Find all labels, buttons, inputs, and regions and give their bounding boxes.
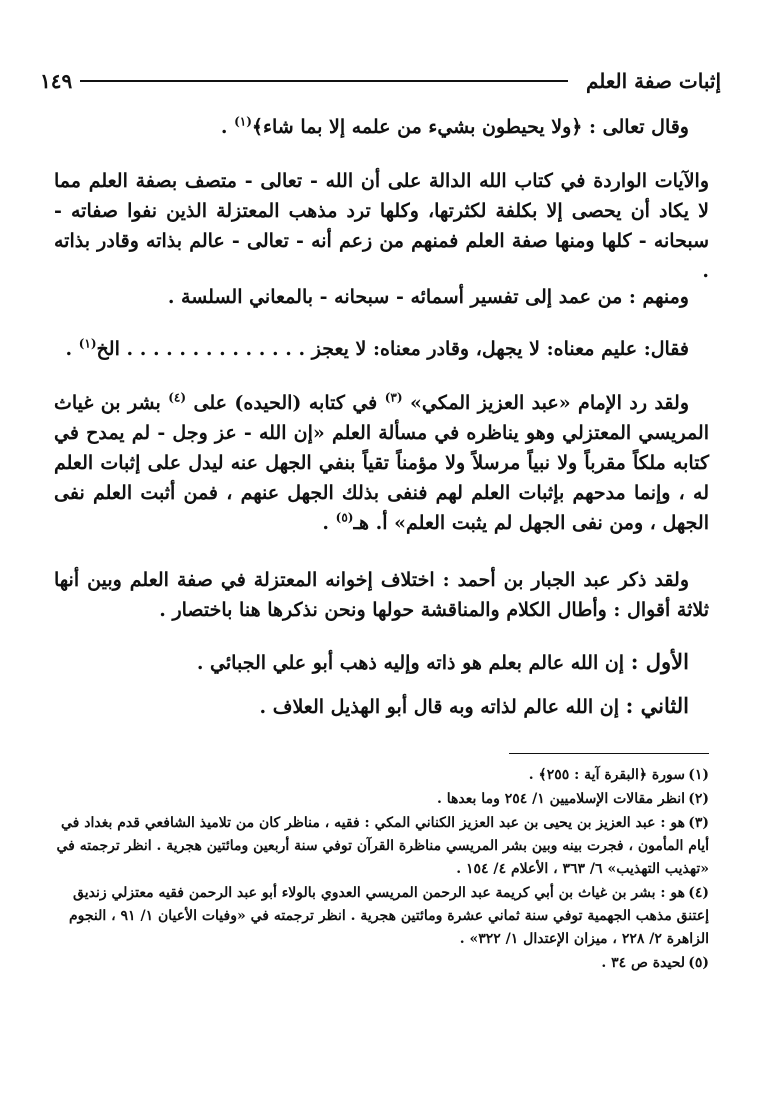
footnote-number: (٣) (688, 815, 709, 831)
ref-1: (١) (234, 114, 252, 129)
footnote-4 (44, 882, 709, 951)
paragraph-text: والآيات الواردة في كتاب الله الدالة على أن الله - تعالى - متصف بصفة العلم مما لا يكاد أن يحصى إلا بكلفة لكثرتها، وكلها ترد مذهب المعتزلة الذين نفوا صفاته - سبحانه - كلها ومنها صفة العلم فمنهم من زعم أنه - تعالى - عالم بذاته وقادر بذاته . (54, 170, 709, 282)
footnote-number: (١) (688, 767, 709, 783)
footnote-rule (509, 753, 709, 754)
second-text: إن الله عالم لذاته وبه قال أبو الهذيل العلاف . (259, 696, 619, 718)
header-rule (80, 80, 568, 82)
refutation-intro: ولقد رد الإمام «عبد العزيز المكي» (410, 392, 689, 414)
footnote-text: هو : عبد العزيز بن يحيى بن عبد العزيز الكناني المكي : فقيه ، مناظر كان من تلاميذ الشافعي قدم بغداد في أيام المأمون ، فجرت بينه وبين بشر المريسي مناظرة القرآن توفي سنة أربعين ومائتين هجرية . انظر ترجمته في «تهذيب التهذيب» ٦/ ٣٦٣ ، الأعلام ٤/ ١٥٤ . (56, 815, 709, 877)
paragraph-refutation: ولقد رد الإمام «عبد العزيز المكي» $^{(٣)}$ في كتابه (الحيده) على $^{(٤)}$ بشر بن غياث المريسي المعتزلي وهو يناظره في مسألة العلم «إن الله - عز وجل - لم يمدح في كتابه ملكاً مقرباً ولا نبياً مرسلاً ولا مؤمناً تقياً بنفي الجهل عنه ليدل على إثبات العلم له ، وإنما مدحهم بإثبات العلم لهم فنفى بذلك الجهل عنهم ، فمن أثبت العلم نفى الجهل ، ومن نفى الجهل لم يثبت العلم» أ. هـ$^{(٥)}$ . (54, 390, 709, 534)
footnote-3 (44, 812, 709, 881)
first-label: الأول : (630, 649, 689, 674)
footnote-text: انظر مقالات الإسلاميين ١/ ٢٥٤ وما بعدها . (437, 791, 685, 807)
footnote-number: (٤) (688, 885, 709, 901)
footnote-2 (44, 788, 709, 811)
footnote-text: هو : بشر بن غياث بن أبي كريمة عبد الرحمن المريسي العدوي بالولاء أبو عبد الرحمن فقيه معتزلي زنديق إعتنق مذهب الجهمية توفي سنة ثماني عشرة ومائتين هجرية . انظر ترجمته في «وفيات الأعيان ١/ ٩١ ، النجوم الزاهرة ٢/ ٢٢٨ ، ميزان الإعتدال ١/ ٣٢٢» . (68, 885, 709, 947)
footnote-text: سورة ﴿البقرة آية : ٢٥٥﴾ . (528, 767, 685, 783)
second-label: الثاني : (625, 693, 689, 718)
paragraph-verse: وقال تعالى : ﴿ولا يحيطون بشيء من علمه إلا بما شاء﴾$^{(١)}$ . (220, 114, 689, 138)
ref-4: (٤) (168, 390, 187, 405)
refutation-quote: بشر بن غياث المريسي المعتزلي وهو يناظره في مسألة العلم «إن الله - عز وجل - لم يمدح في كتابه ملكاً مقرباً ولا نبياً مرسلاً ولا مؤمناً تقياً بنفي الجهل عنه ليدل على إثبات العلم له ، وإنما مدحهم بإثبات العلم لهم فنفى بذلك الجهل عنهم ، فمن أثبت العلم نفى الجهل ، ومن نفى الجهل لم يثبت العلم» أ. هـ (54, 392, 709, 534)
page-number: ١٤٩ (40, 69, 73, 93)
footnote-number: (٢) (688, 791, 709, 807)
page-header (40, 66, 721, 96)
first-text: إن الله عالم بعلم هو ذاته وإليه ذهب أبو علي الجبائي . (196, 652, 625, 674)
refutation-book: في كتابه (الحيده) على (193, 392, 378, 414)
verse-text: وقال تعالى : ﴿ولا يحيطون بشيء من علمه إلا بما شاء﴾ (251, 116, 689, 138)
paragraph-abduljabbar (54, 565, 709, 625)
footnote-text: لحيدة ص ٣٤ . (601, 955, 685, 971)
footnote-number: (٥) (688, 955, 709, 971)
ref-1b: (١) (78, 336, 97, 351)
paragraph-text: ولقد ذكر عبد الجبار بن أحمد : اختلاف إخوانه المعتزلة في صفة العلم وبين أنها ثلاثة أقوال : وأطال الكلام والمناقشة حولها ونحن نذكرها هنا باختصار . (54, 569, 709, 621)
list-item-second (54, 691, 709, 722)
saying-text: فقال: عليم معناه: لا يجهل، وقادر معناه: لا يعجز . . . . . . . . . . . . . . الخ (96, 338, 689, 360)
paragraph-saying: فقال: عليم معناه: لا يجهل، وقادر معناه: لا يعجز . . . . . . . . . . . . . . الخ$^{(١)}$ . (65, 336, 689, 360)
paragraph-text: ومنهم : من عمد إلى تفسير أسمائه - سبحانه - بالمعاني السلسة . (167, 286, 689, 308)
paragraph-verses-indicate (54, 166, 709, 286)
ref-3: (٣) (384, 390, 403, 405)
footnotes (44, 764, 709, 976)
ref-5: (٥) (335, 510, 354, 525)
list-item-first (54, 647, 709, 678)
running-title: إثبات صفة العلم (585, 69, 721, 93)
footnote-5 (44, 952, 709, 975)
footnote-1 (44, 764, 709, 787)
paragraph-interpretation (54, 282, 709, 312)
